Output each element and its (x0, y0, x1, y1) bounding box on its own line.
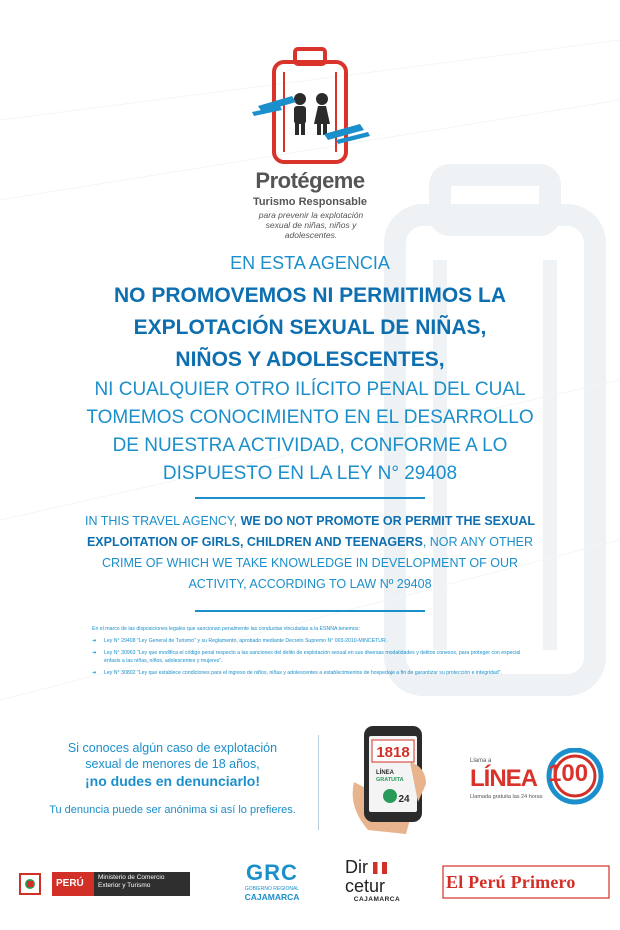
spanish-bold-line: NO PROMOVEMOS NI PERMITIMOS LA (113, 284, 507, 307)
divider (195, 497, 425, 499)
report-anonymous-note: Tu denuncia puede ser anónima si así lo prefieres. (49, 804, 296, 816)
dircetur-cetur: cetur (345, 876, 386, 896)
logo-description: para prevenir la explotación sexual de niñas, niños y adolescentes. (258, 210, 364, 240)
ministry-logo (18, 868, 188, 902)
english-bold-text: EXPLOITATION OF GIRLS, CHILDREN AND TEENAGERS (86, 535, 423, 549)
arrow-icon: ➜ (92, 670, 97, 676)
vertical-divider (318, 735, 319, 830)
english-statement (60, 511, 560, 595)
legal-references (92, 625, 532, 677)
spanish-statement (40, 252, 580, 488)
linea-number: 100 (548, 760, 589, 787)
phone-label: LÍNEA (376, 770, 394, 776)
spanish-line: TOMEMOS CONOCIMIENTO EN EL DESARROLLO (86, 407, 534, 428)
english-text: , NOR ANY OTHER (422, 535, 534, 549)
spanish-bold-line: NIÑOS Y ADOLESCENTES, (175, 348, 445, 371)
peru-primero-text: El Perú Primero (446, 872, 576, 892)
spanish-line: DE NUESTRA ACTIVIDAD, CONFORME A LO (112, 435, 508, 456)
ministry-label: Ministerio de Comercio Exterior y Turismo (94, 872, 190, 896)
grc-small-text: GOBIERNO REGIONAL (244, 886, 300, 892)
legal-item (92, 669, 532, 677)
arrow-icon: ➜ (92, 650, 97, 656)
arrow-icon: ➜ (92, 638, 97, 644)
spanish-line: DISPUESTO EN LA LEY N° 29408 (162, 463, 458, 484)
linea-100-logo (470, 748, 605, 808)
peru-label: PERÚ (52, 872, 94, 896)
legal-item (92, 649, 532, 665)
dircetur-dir: Dir (345, 857, 368, 877)
flag-icon (373, 862, 387, 874)
dircetur-logo (345, 858, 409, 914)
logo-subtitle: Turismo Responsable (252, 196, 368, 208)
legal-intro: En el marco de las disposiciones legales que sancionan penalmente las conductas vinculadas a la ESNNA tenemos: (92, 626, 360, 632)
legal-item (92, 637, 532, 645)
footer-logos (0, 840, 620, 930)
peru-primero-logo (442, 864, 612, 900)
legal-item-text: Ley N° 29408 "Ley General de Turismo" y su Reglamento, aprobado mediante Decreto Supremo N° 003-2010-MINCETUR. (104, 638, 388, 644)
phone-hours: 24 (398, 794, 410, 805)
legal-item-text: Ley N° 30963 "Ley que modifica el código penal respecto a las sanciones del delito de explotación sexual en sus diversas modalidades y delitos conexos, para proteger con especial énfasis a las niñas, niños, adolescentes y mujeres". (104, 650, 521, 664)
legal-item-text: Ley N° 30802 "Ley que establece condiciones para el ingreso de niños, niñas y adolescentes a establecimientos de hospedaje a fin de garantizar su protección e integridad". (104, 670, 502, 676)
spanish-line: NI CUALQUIER OTRO ILÍCITO PENAL DEL CUAL (94, 379, 526, 400)
report-line: Si conoces algún caso de explotación (67, 741, 278, 755)
phone-number: 1818 (376, 744, 410, 761)
peru-coat-of-arms-icon (18, 872, 42, 896)
grc-mark: GRC (246, 860, 298, 885)
linea-caption: Llamada gratuita las 24 horas (470, 794, 543, 800)
suitcase-children-icon (240, 44, 380, 168)
english-text: ACTIVITY, ACCORDING TO LAW Nº 29408 (188, 577, 432, 591)
report-message (40, 740, 305, 816)
linea-word: LÍNEA (470, 765, 537, 792)
dircetur-line (345, 858, 409, 877)
spanish-intro: EN ESTA AGENCIA (230, 253, 390, 273)
phone-label: GRATUITA (376, 777, 404, 783)
divider (195, 610, 425, 612)
phone-in-hand-icon (346, 722, 446, 837)
hotline-phone (346, 722, 446, 837)
report-cta: ¡no dudes en denunciarlo! (84, 773, 260, 789)
report-line: sexual de menores de 18 años, (85, 757, 260, 771)
linea-small-text: Llama a (470, 758, 492, 764)
spanish-bold-line: EXPLOTACIÓN SEXUAL DE NIÑAS, (133, 316, 487, 339)
dircetur-city: CAJAMARCA (353, 896, 401, 903)
english-bold-text: WE DO NOT PROMOTE OR PERMIT THE SEXUAL (240, 514, 536, 528)
english-text: IN THIS TRAVEL AGENCY, (84, 514, 241, 528)
protegeme-logo (240, 44, 380, 244)
english-text: CRIME OF WHICH WE TAKE KNOWLEDGE IN DEVELOPMENT OF OUR (101, 556, 518, 570)
logo-title: Protégeme (255, 168, 365, 193)
grc-logo (232, 860, 312, 910)
grc-city: CAJAMARCA (244, 892, 300, 902)
